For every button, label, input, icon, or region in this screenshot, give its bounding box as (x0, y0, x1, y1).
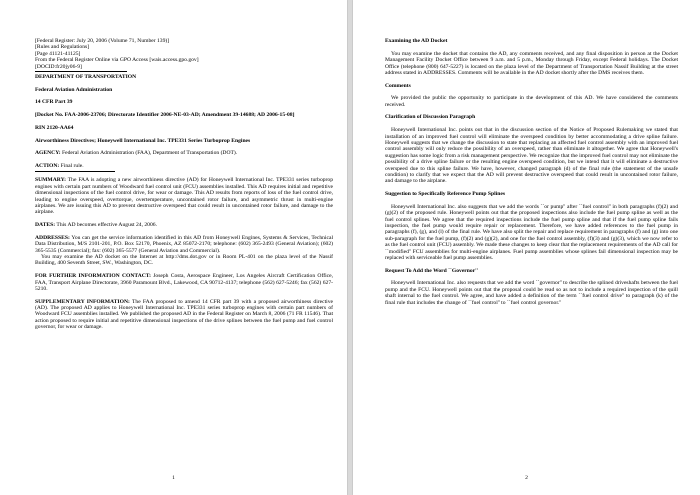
action-label: ACTION: (35, 162, 60, 169)
summary-label: SUMMARY: (35, 177, 66, 184)
page-1-content (35, 38, 333, 337)
dates-label: DATES: (35, 222, 56, 229)
action-rule (35, 171, 115, 172)
addresses-label: ADDRESSES: (35, 234, 70, 241)
page-2-content (385, 38, 678, 312)
page-number: 2 (525, 475, 528, 481)
comments-paragraph: We provided the public the opportunity to participate in the development of this AD. We have considered the comments received. (385, 95, 678, 108)
cfr-heading: 14 CFR Part 39 (35, 99, 73, 106)
section-heading-clarification: Clarification of Discussion Paragraph (385, 114, 476, 121)
header-line: From the Federal Register Online via GPO Access [wais.access.gpo.gov] (35, 57, 199, 64)
header-rule (35, 71, 127, 72)
section-heading-comments: Comments (385, 82, 411, 89)
governor-paragraph: Honeywell International Inc. also requests that we add the word ``governor'' to describe the splined driveshafts between the fuel pump and the FCU. Honeywell points out that the proposal could be read so as not to include a required inspection of the quill shaft internal to the fuel control. We agree, and have added a definition of the term ``fuel control drive'' to paragraph (k) of the final rule that includes the change of ``fuel control'' to ``fuel control governor.'' (385, 280, 678, 306)
dates-paragraph (35, 222, 333, 228)
header-line: [Rules and Regulations] (35, 44, 90, 51)
docket-paragraph: You may examine the docket that contains the AD, any comments received, and any final disposition in person at the Docket Management Facility Docket Office between 9 a.m. and 5 p.m., Monday through Friday, except Federal holidays. The Docket Office (telephone (800) 647-5227) is located on the plaza level of the Department of Transportation Nassif Building at the street address stated in ADDRESSES. Comments will be available in the AD docket shortly after the DMS receives them. (385, 50, 678, 76)
document-page-1 (0, 0, 347, 495)
header-line: [Federal Register: July 20, 2006 (Volume 71, Number 139)] (35, 38, 170, 44)
action-paragraph (35, 163, 333, 169)
clarification-paragraph: Honeywell International Inc. points out that in the discussion section of the Notice of Proposed Rulemaking we stated that installation of an improved fuel control will eliminate the overspeed condition by better accommodating a drive spline failure. Honeywell suggests that we change the discussion to state that replacing an affected fuel control assembly with an improved fuel control assembly will only reduce the possibility of an overspeed, rather than eliminate it altogether. We agree that Honeywell's suggestion has some logic from a risk management perspective. We recognize that the improved fuel control may not eliminate the possibility of a drive spline failure or the resulting engine overspeed condition, but we intend that it will eliminate a destructive overspeed due to this spline failure. We have, however, changed paragraph (d) of the final rule (the statement of the unsafe condition) to clarify that we expect that the AD will prevent destructive overspeed that could result in uncontained rotor failure, and damage to the airplane. (385, 127, 678, 185)
contact-label: FOR FURTHER INFORMATION CONTACT: (35, 273, 151, 280)
agency-label: AGENCY: (35, 150, 61, 157)
section-heading-governor: Request To Add the Word ``Governor'' (385, 267, 479, 274)
summary-paragraph (35, 177, 333, 215)
addresses-text: You can get the service information identified in this AD from Honeywell Engines, Systems & Services, Technical Data Distribution, M/S 2101-201, P.O. Box 52170, Phoenix, AZ 85072-2170; telephone: (602) 365-2493 (General Aviation); (602) 365-5535 (Commercial); fax: (602) 365-5577 (General Aviation and Commercial). (35, 234, 333, 254)
document-page-2 (353, 0, 700, 495)
contact-text: Joseph Costa, Aerospace Engineer, Los Angeles Aircraft Certification Office, FAA, Transport Airplane Directorate, 3960 Paramount Blvd., Lakewood, CA 90712-4137; telephone (562) 627-5246; fax (562) 627-5210. (35, 273, 333, 292)
rin-heading: RIN 2120-AA64 (35, 124, 74, 131)
section-heading-docket: Examining the AD Docket (385, 38, 448, 44)
addresses-paragraph-2: You may examine the AD docket on the Internet at http://dms.dot.gov or in Room PL-401 on the plaza level of the Nassif Building, 400 Seventh Street, SW., Washington, DC. (35, 254, 333, 267)
fr-header (35, 38, 333, 70)
summary-text: The FAA is adopting a new airworthiness directive (AD) for Honeywell International Inc. TPE331 series turboprop engines with certain part numbers of Woodward fuel control unit (FCU) assemblies installed. This AD requires initial and repetitive dimensional inspections of the fuel control drive, for wear or damage. This AD results from reports of loss of the fuel control drive, leading to engine overspeed, overtorque, overtemperature, uncontained rotor failure, and asymmetric thrust in multi-engine airplanes. We are issuing this AD to prevent destructive overspeed that could result in uncontained rotor failure, and damage to the airplane. (35, 177, 333, 216)
addresses-paragraph (35, 235, 333, 254)
department-heading: DEPARTMENT OF TRANSPORTATION (35, 74, 137, 81)
action-text: Final rule. (59, 162, 84, 169)
agency-heading: Federal Aviation Administration (35, 86, 113, 93)
pump-splines-paragraph: Honeywell International Inc. also suggests that we add the words ``or pump'' after ``fuel control'' in both paragraphs (f)(2) and (g)(2) of the proposed rule. Honeywell points out that the proposed inspections also include the fuel pump spline as well as the fuel control splines. We agree that the required inspections include the fuel pump spline and that if the fuel pump spline fails inspection, the fuel pump would require repair or replacement. Therefore, we have added references to the fuel pump in paragraphs (f), (g), and (l) of the final rule. We have also split the repair and replace requirement in paragraphs (f) and (g) into one sub-paragraph for the fuel pump, (f)(2) and (g)(2), and one for the fuel control assembly, (f)(3) and (g)(3), which we now refer to as the fuel control unit (FCU) assembly. We made these changes to keep clear that the replacement requirements of the AD call for ``modified'' FCU assemblies for multi-engine airplanes. Fuel pump assemblies whose splines fail dimensional inspection may be replaced with serviceable fuel pump assemblies. (385, 203, 678, 262)
agency-text: Federal Aviation Administration (FAA), Department of Transportation (DOT). (60, 150, 238, 157)
header-line: [Page 41121-41125] (35, 50, 81, 57)
contact-paragraph (35, 273, 333, 292)
header-line: [DOCID:fr20jy06-9] (35, 63, 82, 70)
page-number: 1 (172, 475, 175, 481)
dates-text: This AD becomes effective August 24, 2006. (55, 222, 157, 229)
supplementary-paragraph (35, 299, 333, 331)
docket-heading: [Docket No. FAA-2006-23706; Directorate Identifier 2006-NE-03-AD; Amendment 39-14688; AD 2006-15-08] (35, 112, 295, 119)
supplementary-label: SUPPLEMENTARY INFORMATION: (35, 298, 130, 305)
document-title: Airworthiness Directives; Honeywell International Inc. TPE331 Series Turboprop Engines (35, 137, 251, 144)
supplementary-text: The FAA proposed to amend 14 CFR part 39 with a proposed airworthiness directive (AD). The proposed AD applies to Honeywell International Inc. TPE331 series turboprop engines with certain part numbers of Woodward FCU assemblies installed. We published the proposed AD in the Federal Register on March 8, 2006 (71 FR 11546). That action proposed to require initial and repetitive dimensional inspections of the drive splines between the fuel pump and fuel control governor, for wear or damage. (35, 298, 333, 331)
agency-paragraph (35, 150, 333, 156)
section-heading-pump-splines: Suggestion to Specifically Reference Pump Splines (385, 191, 506, 198)
